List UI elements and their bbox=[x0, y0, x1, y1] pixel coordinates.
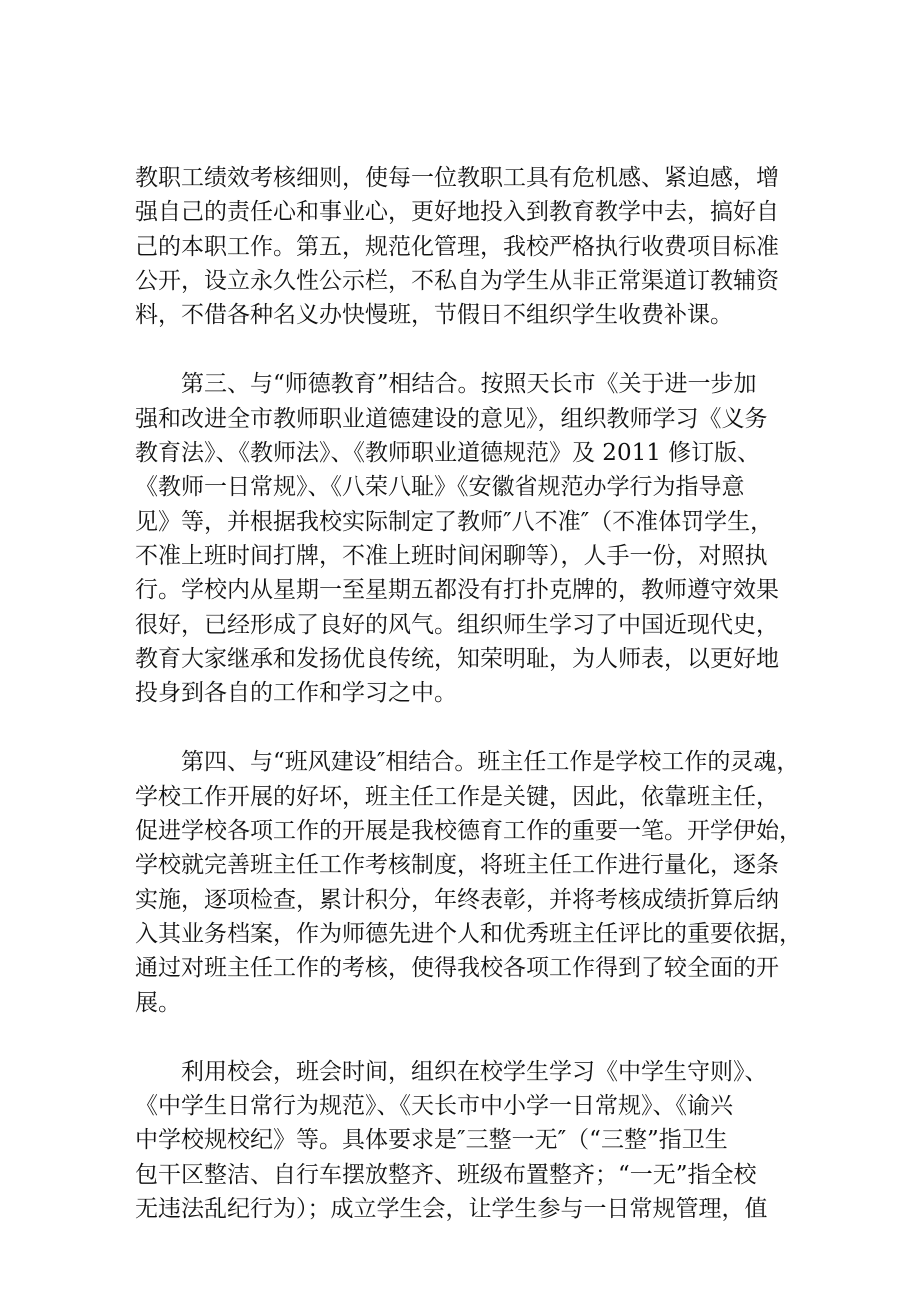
text-line: 行。学校内从星期一至星期五都没有打扑克牌的，教师遵守效果 bbox=[135, 577, 779, 604]
text-line: 促进学校各项工作的开展是我校德育工作的重要一笔。开学伊始， bbox=[135, 818, 802, 845]
text-line: 展。 bbox=[135, 989, 181, 1016]
paragraph-3 bbox=[135, 745, 802, 1019]
text-line: 无违法乱纪行为）；成立学生会，让学生参与一日常规管理，值 bbox=[135, 1196, 768, 1223]
text-line: 中学校规校纪》等。具体要求是″三整一无″（“三整”指卫生 bbox=[135, 1127, 728, 1154]
text-line: 料，不借各种名义办快慢班，节假日不组织学生收费补课。 bbox=[135, 302, 733, 329]
text-line: 教育大家继承和发扬优良传统，知荣明耻，为人师表，以更好地 bbox=[135, 645, 779, 672]
text-line: 利用校会，班会时间，组织在校学生学习《中学生守则》、 bbox=[135, 1058, 768, 1085]
text-line: 见》等，并根据我校实际制定了教师″八不准″（不准体罚学生， bbox=[135, 508, 774, 535]
paragraph-gap bbox=[135, 710, 787, 745]
text-line: 公开，设立永久性公示栏，不私自为学生从非正常渠道订教辅资 bbox=[135, 267, 779, 294]
text-line: 教育法》、《教师法》、《教师职业道德规范》及 2011 修订版、 bbox=[135, 440, 761, 467]
paragraph-1 bbox=[135, 161, 787, 332]
paragraph-2 bbox=[135, 367, 787, 710]
text-line: 通过对班主任工作的考核，使得我校各项工作得到了较全面的开 bbox=[135, 955, 779, 982]
text-line: 教职工绩效考核细则，使每一位教职工具有危机感、紧迫感，增 bbox=[135, 165, 779, 191]
text-line: 实施，逐项检查，累计积分，年终表彰，并将考核成绩折算后纳 bbox=[135, 886, 779, 913]
paragraph-gap bbox=[135, 1020, 787, 1055]
paragraph-gap bbox=[135, 332, 787, 367]
text-line: 《中学生日常行为规范》、《天长市中小学一日常规》、《谕兴 bbox=[135, 1093, 733, 1120]
text-line: 己的本职工作。第五，规范化管理，我校严格执行收费项目标准 bbox=[135, 233, 779, 260]
text-line: 第四、与“班风建设″相结合。班主任工作是学校工作的灵魂， bbox=[135, 749, 800, 776]
text-line: 不准上班时间打牌，不准上班时间闲聊等），人手一份，对照执 bbox=[135, 542, 768, 569]
text-line: 第三、与“师德教育”相结合。按照天长市《关于进一步加 bbox=[135, 371, 757, 398]
paragraph-4 bbox=[135, 1055, 787, 1226]
text-line: 包干区整洁、自行车摆放整齐、班级布置整齐；“一无”指全校 bbox=[135, 1161, 757, 1188]
text-line: 学校就完善班主任工作考核制度，将班主任工作进行量化，逐条 bbox=[135, 852, 779, 879]
text-line: 入其业务档案，作为师德先进个人和优秀班主任评比的重要依据， bbox=[135, 920, 802, 947]
text-line: 投身到各自的工作和学习之中。 bbox=[135, 680, 457, 707]
text-line: 很好，已经形成了良好的风气。组织师生学习了中国近现代史， bbox=[135, 611, 779, 638]
text-line: 强自己的责任心和事业心，更好地投入到教育教学中去，搞好自 bbox=[135, 199, 779, 226]
text-line: 强和改进全市教师职业道德建设的意见》，组织教师学习《义务 bbox=[135, 405, 768, 432]
document-body bbox=[135, 161, 802, 1226]
text-line: 《教师一日常规》、《八荣八耻》《安徽省规范办学行为指导意 bbox=[135, 474, 745, 501]
text-line: 学校工作开展的好坏，班主任工作是关键，因此，依靠班主任， bbox=[135, 783, 779, 810]
